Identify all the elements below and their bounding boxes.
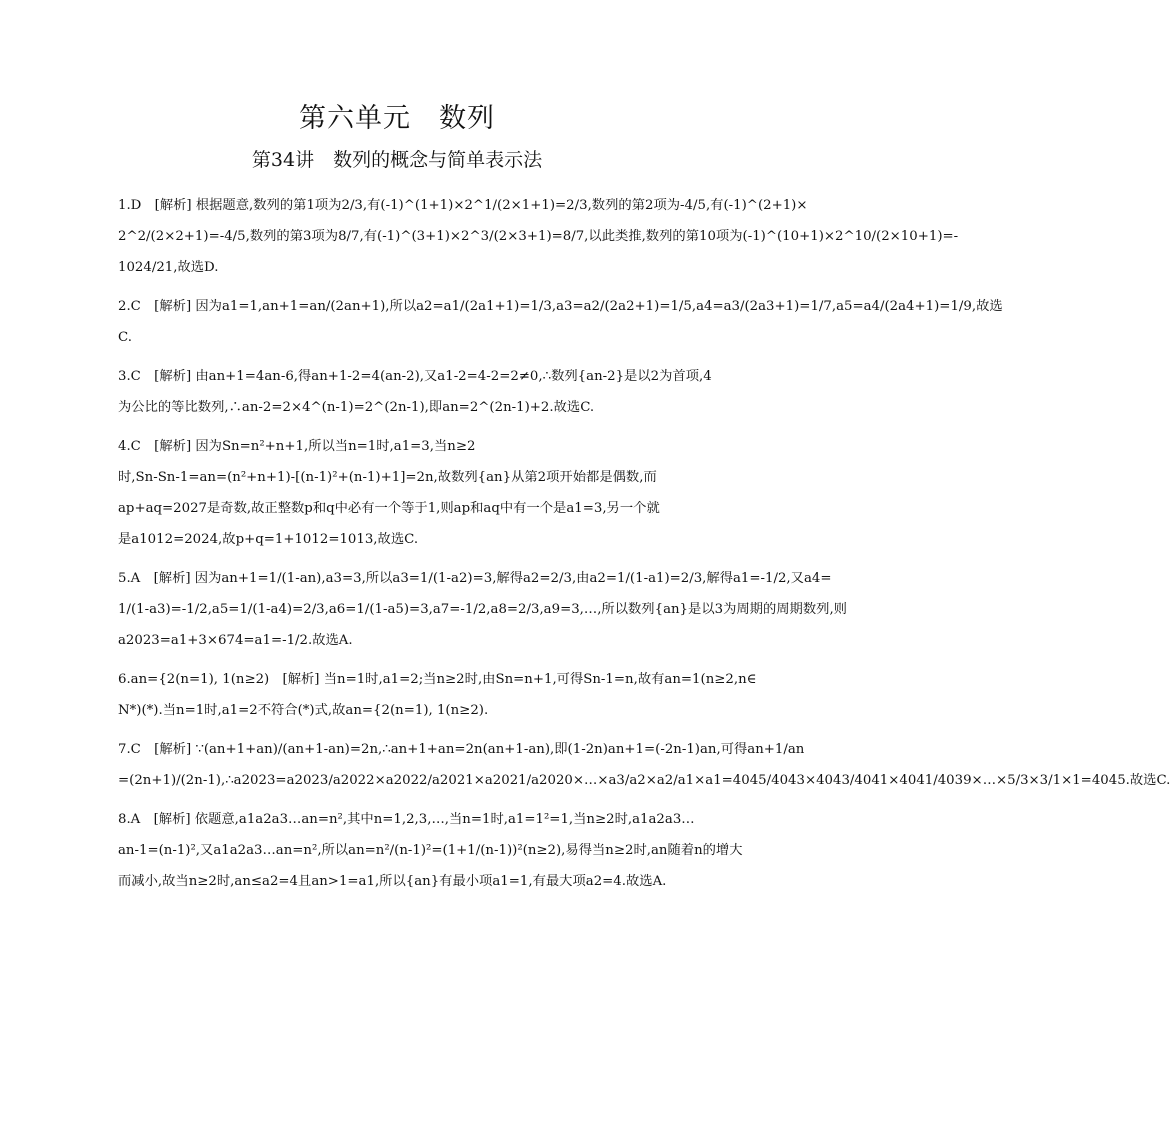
- answer-line: 1024/21,故选D.: [118, 260, 219, 275]
- answer-item-7: [118, 734, 1170, 796]
- unit-title: 第六单元 数列: [299, 103, 495, 134]
- answer-line: 3.C [解析] 由an+1=4an-6,得an+1-2=4(an-2),又a1-2=4-2=2≠0,∴数列{an-2}是以2为首项,4: [118, 369, 712, 384]
- answer-item-4: [118, 431, 678, 555]
- answer-line: 8.A [解析] 依题意,a1a2a3…an=n²,其中n=1,2,3,…,当n=1时,a1=1²=1,当n≥2时,a1a2a3…: [118, 812, 695, 827]
- answer-line: C.: [118, 330, 132, 345]
- answer-line: 7.C [解析] ∵(an+1+an)/(an+1-an)=2n,∴an+1+an=2n(an+1-an),即(1-2n)an+1=(-2n-1)an,可得an+1/an: [118, 742, 805, 757]
- answer-line: 时,Sn-Sn-1=an=(n²+n+1)-[(n-1)²+(n-1)+1]=2n,故数列{an}从第2项开始都是偶数,而: [118, 470, 657, 485]
- answer-line: 为公比的等比数列,∴an-2=2×4^(n-1)=2^(2n-1),即an=2^(2n-1)+2.故选C.: [118, 400, 595, 415]
- answer-line: 而减小,故当n≥2时,an≤a2=4且an>1=a1,所以{an}有最小项a1=1,有最大项a2=4.故选A.: [118, 874, 667, 889]
- lecture-title: 第34讲 数列的概念与简单表示法: [251, 149, 543, 171]
- answer-line: 2.C [解析] 因为a1=1,an+1=an/(2an+1),所以a2=a1/(2a1+1)=1/3,a3=a2/(2a2+1)=1/5,a4=a3/(2a3+1)=1/7,a5=a4/(2a4+1)=1/9,故选: [118, 299, 1003, 314]
- answer-list: [118, 190, 1170, 905]
- answer-line: 2^2/(2×2+1)=-4/5,数列的第3项为8/7,有(-1)^(3+1)×2^3/(2×3+1)=8/7,以此类推,数列的第10项为(-1)^(10+1)×2^10/(2×10+1)=-: [118, 229, 959, 244]
- answer-item-5: [118, 563, 847, 656]
- answer-line: 是a1012=2024,故p+q=1+1012=1013,故选C.: [118, 532, 419, 547]
- answer-item-6: [118, 664, 757, 726]
- answer-line: 5.A [解析] 因为an+1=1/(1-an),a3=3,所以a3=1/(1-a2)=3,解得a2=2/3,由a2=1/(1-a1)=2/3,解得a1=-1/2,又a4=: [118, 571, 832, 586]
- answer-line: an-1=(n-1)²,又a1a2a3…an=n²,所以an=n²/(n-1)²=(1+1/(n-1))²(n≥2),易得当n≥2时,an随着n的增大: [118, 843, 743, 858]
- answer-line: 1/(1-a3)=-1/2,a5=1/(1-a4)=2/3,a6=1/(1-a5)=3,a7=-1/2,a8=2/3,a9=3,…,所以数列{an}是以3为周期的周期数列,则: [118, 602, 847, 617]
- answer-item-2: [118, 291, 1003, 353]
- answer-line: 1.D [解析] 根据题意,数列的第1项为2/3,有(-1)^(1+1)×2^1/(2×1+1)=2/3,数列的第2项为-4/5,有(-1)^(2+1)×: [118, 198, 808, 213]
- answer-line: ap+aq=2027是奇数,故正整数p和q中必有一个等于1,则ap和aq中有一个是a1=3,另一个就: [118, 501, 660, 516]
- answer-item-8: [118, 804, 743, 897]
- answer-line: N*)(*).当n=1时,a1=2不符合(*)式,故an={2(n=1), 1(n≥2).: [118, 703, 489, 718]
- answer-item-3: [118, 361, 712, 423]
- answer-line: =(2n+1)/(2n-1),∴a2023=a2023/a2022×a2022/a2021×a2021/a2020×…×a3/a2×a2/a1×a1=4045/4043×4043/4041×4041/4039×…×5/3×3/1×1=4045.故选C.: [118, 773, 1170, 788]
- answer-line: 6.an={2(n=1), 1(n≥2) [解析] 当n=1时,a1=2;当n≥2时,由Sn=n+1,可得Sn-1=n,故有an=1(n≥2,n∈: [118, 672, 757, 687]
- answer-line: 4.C [解析] 因为Sn=n²+n+1,所以当n=1时,a1=3,当n≥2: [118, 439, 476, 454]
- answer-item-1: [118, 190, 959, 283]
- answer-line: a2023=a1+3×674=a1=-1/2.故选A.: [118, 633, 353, 648]
